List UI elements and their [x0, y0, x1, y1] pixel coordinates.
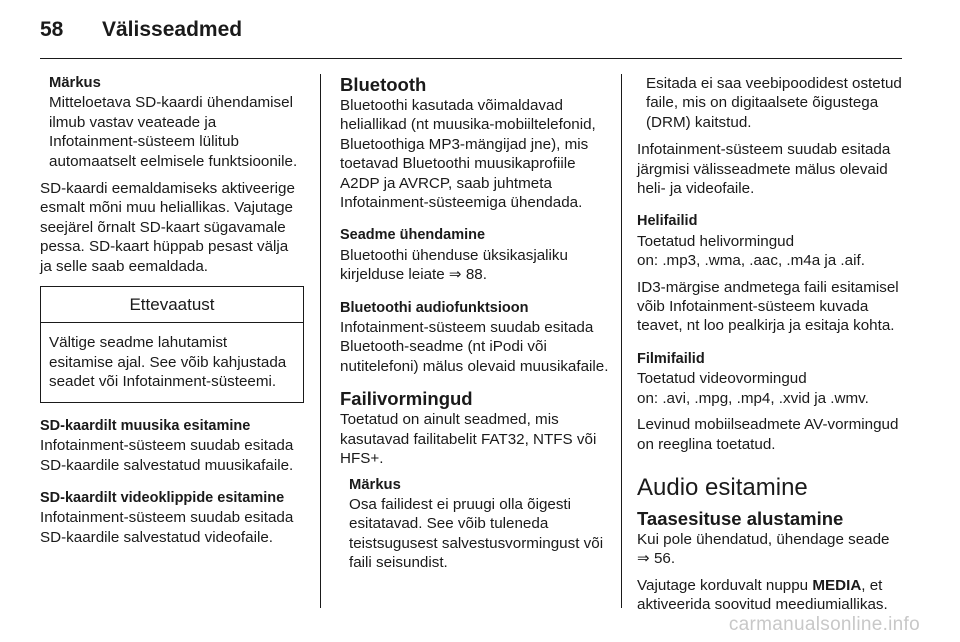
page-header — [40, 18, 242, 48]
subheading: Helifailid — [637, 213, 698, 230]
column-2 — [340, 74, 610, 581]
column-divider-1 — [320, 74, 321, 608]
note-text: Esitada ei saa veebipoodidest ostetud faile, mis on digitaalsete õigustega (DRM) kaitstud. — [646, 75, 902, 131]
header-rule — [40, 58, 902, 59]
note-text: Mitteloetava SD-kaardi ühendamisel ilmub vastav veateade ja Infotainment-süsteem lülitub automaatselt eelmisele funktsioonile. — [49, 94, 298, 170]
section-heading-bluetooth: Bluetooth — [340, 74, 427, 95]
section-heading-start: Taasesituse alustamine — [637, 507, 844, 529]
text-fragment: Vajutage korduvalt nuppu — [637, 576, 813, 594]
caution-box — [40, 286, 304, 403]
paragraph: Bluetoothi ühenduse üksikasjaliku kirjelduse leiate ⇒ 88. — [340, 246, 568, 284]
note-text: Osa failidest ei pruugi olla õigesti esitatavad. See võib tuleneda teistsugusest salvestusvormingust või faili seisundist. — [349, 495, 604, 572]
watermark: carmanualsonline.info — [728, 614, 920, 635]
subheading: Seadme ühendamine — [340, 227, 486, 244]
subheading: SD-kaardilt videoklippide esitamine — [40, 489, 285, 506]
subheading: Filmifailid — [637, 350, 705, 367]
chapter-heading: Audio esitamine — [637, 473, 808, 501]
text-fragment: , et aktiveerida soovitud meediumiallikas. — [637, 576, 888, 614]
caution-title: Ettevaatust — [41, 287, 303, 323]
text-line: Toetatud helivormingud — [637, 232, 795, 250]
page-number: 58 — [40, 18, 64, 41]
note-box — [40, 74, 304, 171]
section-heading-formats: Failivormingud — [340, 388, 473, 410]
column-divider-2 — [621, 74, 622, 608]
paragraph: Kui pole ühendatud, ühendage seade ⇒ 56. — [637, 530, 890, 568]
paragraph: Infotainment-süsteem suudab esitada järgmisi välisseadmete mälus olevaid heli- ja videofaile. — [637, 141, 891, 198]
paragraph: Levinud mobiilseadmete AV-vormingud on reeglina toetatud. — [637, 416, 899, 453]
paragraph: Infotainment-süsteem suudab esitada Bluetooth-seadme (nt iPodi või nutitelefoni) mälus olevaid muusikafaile. — [340, 319, 609, 375]
subheading: Bluetoothi audiofunktsioon — [340, 299, 529, 316]
column-3 — [637, 74, 905, 622]
paragraph — [637, 576, 905, 615]
text-line: Toetatud videovormingud — [637, 370, 807, 388]
paragraph: Bluetoothi kasutada võimaldavad heliallikad (nt muusika-mobiiltelefonid, Bluetoothiga MP3-mängijad jne), mis toetavad Bluetoothi muusikaprofiile A2DP ja AVRCP, saab juhtmeta Infotainment-süsteemiga ühendada. — [340, 97, 596, 212]
paragraph: Toetatud on ainult seadmed, mis kasutavad failitabelit FAT32, NTFS või HFS+. — [340, 411, 597, 468]
text-line: on: .avi, .mpg, .mp4, .xvid ja .wmv. — [637, 389, 869, 407]
note-title: Märkus — [49, 75, 101, 91]
paragraph: ID3-märgise andmetega faili esitamisel võib Infotainment-süsteem kuvada teavet, nt loo pealkirja ja esitaja kohta. — [637, 278, 899, 335]
note-box — [340, 476, 610, 573]
note-title: Märkus — [349, 476, 401, 493]
media-key-label: MEDIA — [812, 576, 862, 594]
column-1 — [40, 74, 304, 554]
paragraph: Infotainment-süsteem suudab esitada SD-kaardile salvestatud muusikafaile. — [40, 437, 294, 474]
subheading: SD-kaardilt muusika esitamine — [40, 417, 251, 434]
caution-text: Vältige seadme lahutamist esitamise ajal. See võib kahjustada seadet või Infotainment-süsteemi. — [49, 334, 287, 391]
page-title: Välisseadmed — [102, 18, 243, 41]
paragraph: SD-kaardi eemaldamiseks aktiveerige esmalt mõni muu heliallikas. Vajutage seejärel õrnalt SD-kaart sügavamale pessa. SD-kaart hüppab pesast välja ja selle saab eemaldada. — [40, 180, 295, 275]
note-continuation — [637, 74, 905, 132]
paragraph: Infotainment-süsteem suudab esitada SD-kaardile salvestatud videofaile. — [40, 509, 294, 546]
text-line: on: .mp3, .wma, .aac, .m4a ja .aif. — [637, 252, 865, 270]
